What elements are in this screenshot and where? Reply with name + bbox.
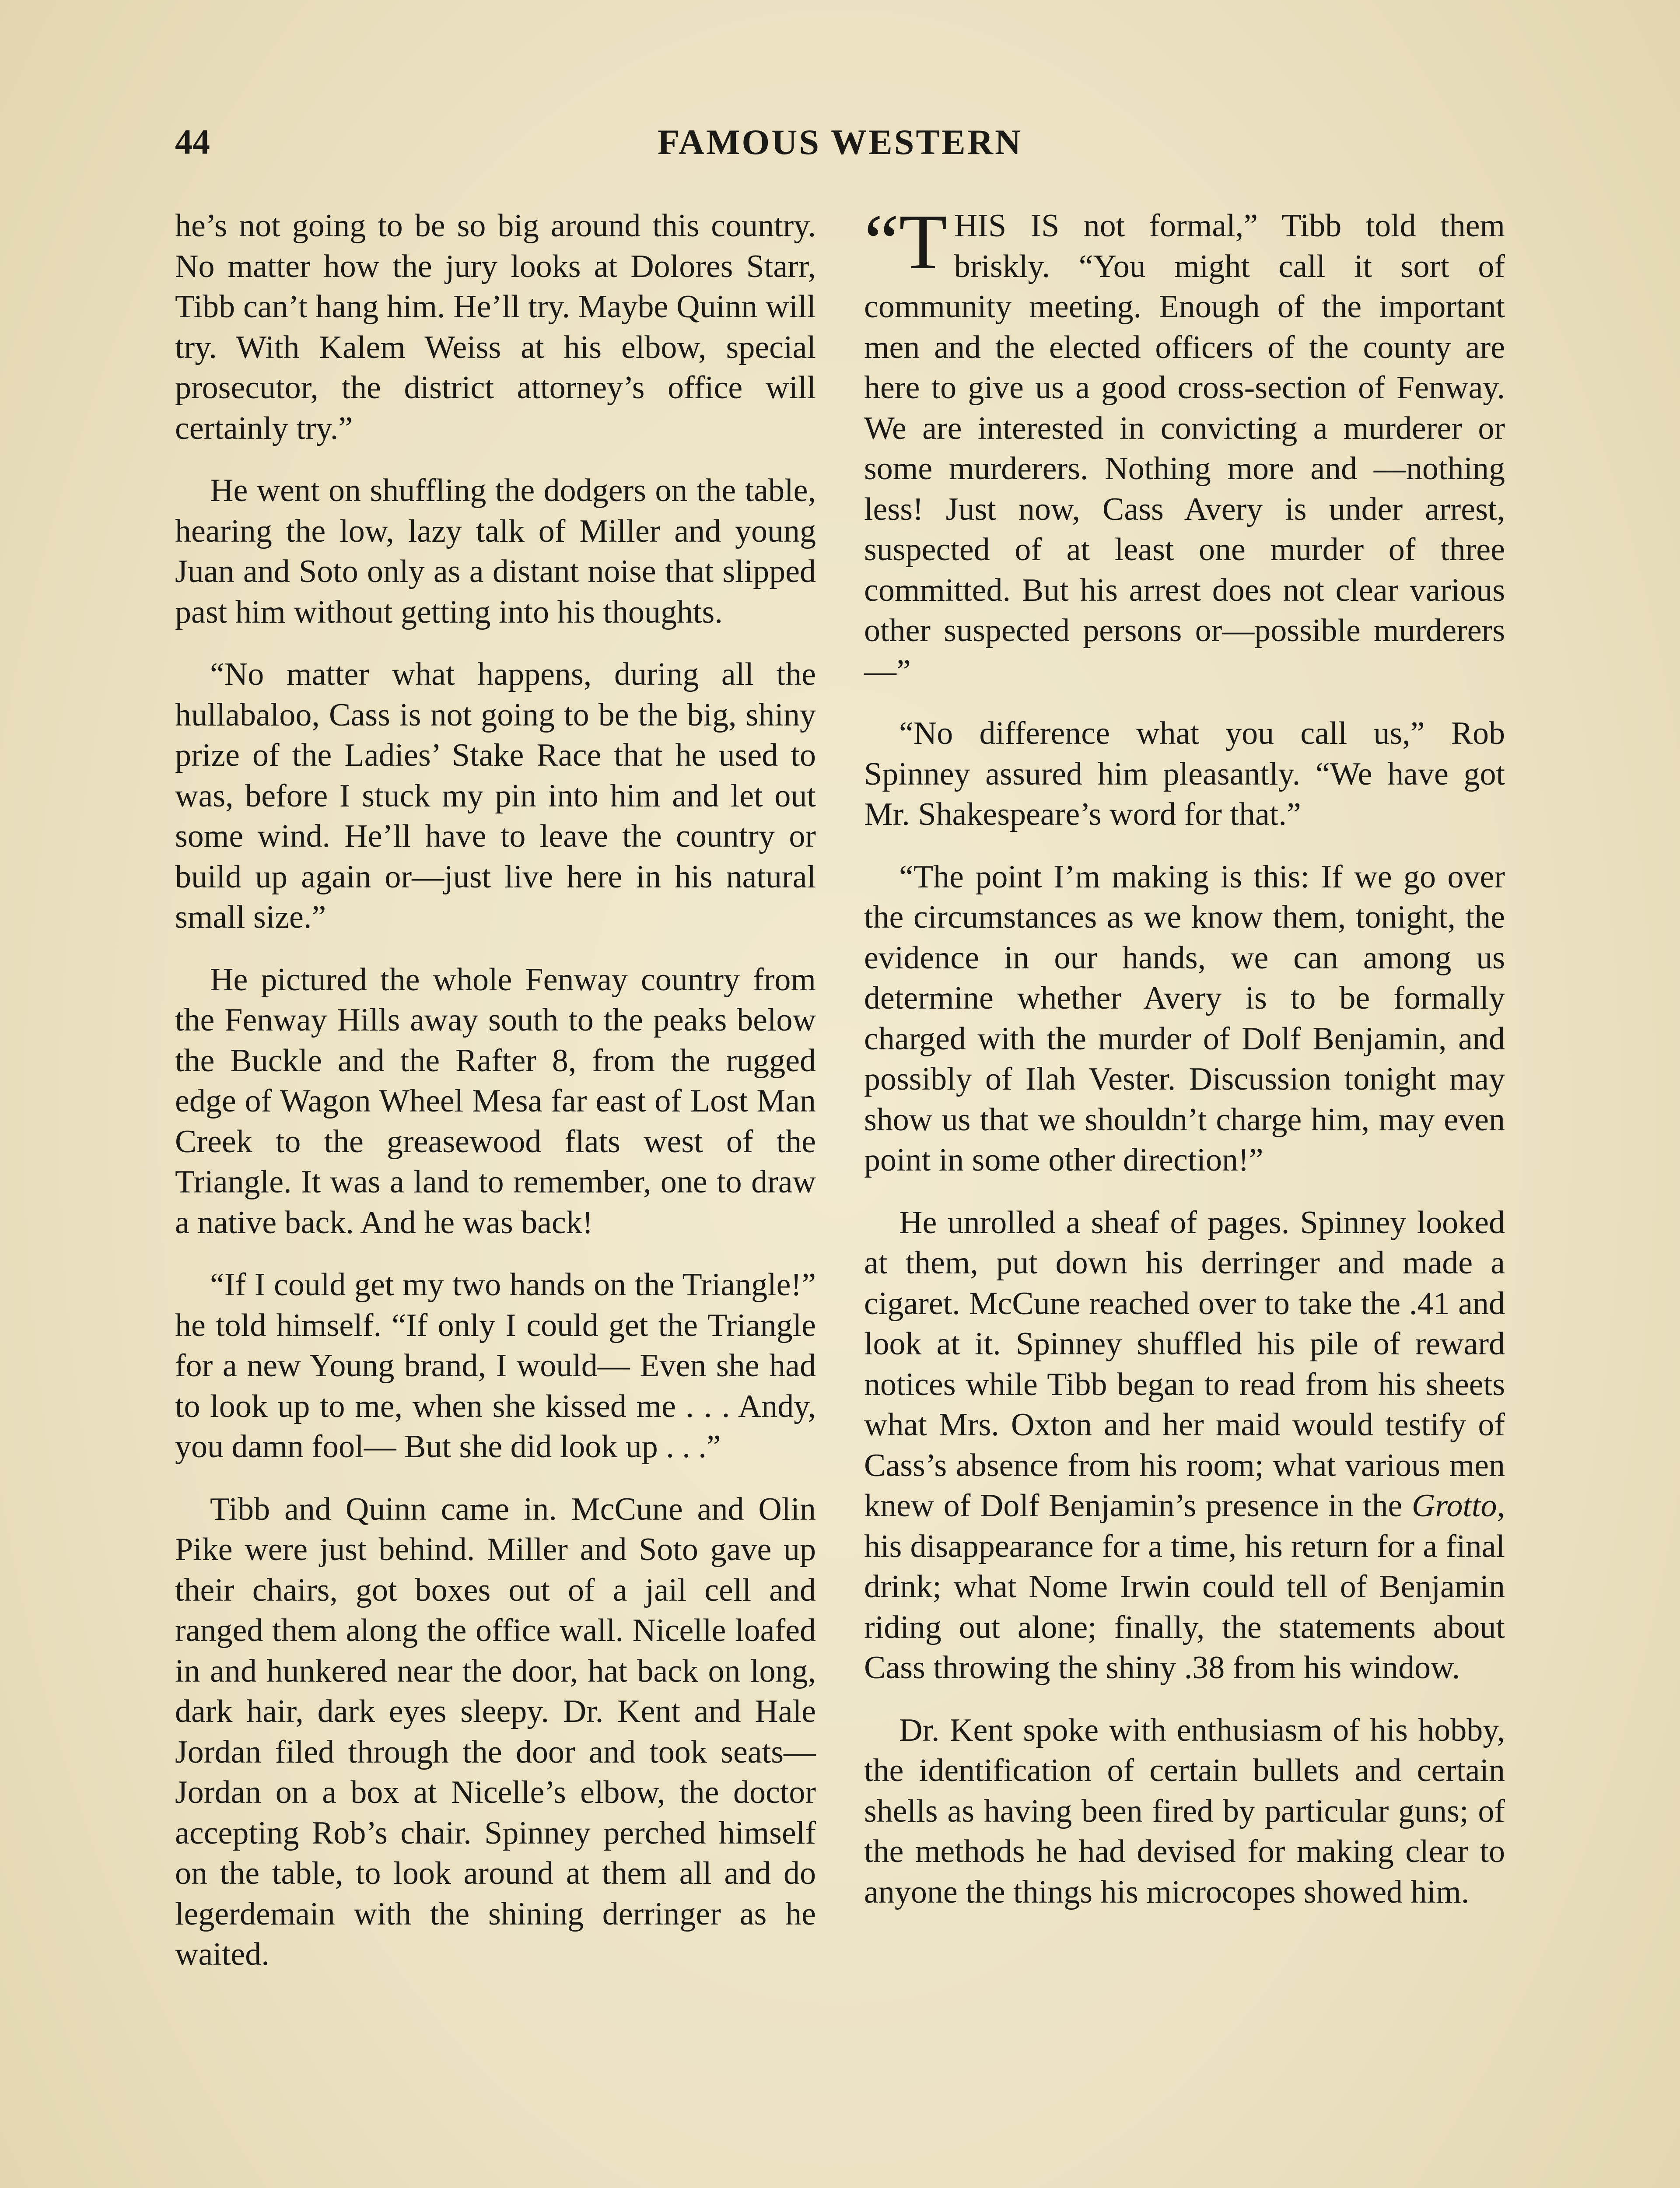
- paragraph: Tibb and Quinn came in. McCune and Olin Pike were just behind. Miller and Soto gave up their chairs, got boxes out of a jail cell and ranged them along the office wall. Nicelle loafed in and hunkered near the door, hat back on long, dark hair, dark eyes sleepy. Dr. Kent and Hale Jordan filed through the door and took seats—Jordan on a box at Nicelle’s elbow, the doctor accepting Rob’s chair. Spinney perched himself on the table, to look around at them all and do legerdemain with the shining derringer as he waited.: [175, 1491, 816, 1972]
- paragraph-text: HIS IS not formal,” Tibb told them briskly. “You might call it sort of community meeting. Enough of the important men and the elected officers of the county are here to give us a good cross-section of Fenway. We are interested in convicting a murderer or some murderers. Nothing more and —nothing less! Just now, Cass Avery is under arrest, suspected of at least one murder of three committed. But his arrest does not clear various other suspected persons or—possible murderers—”: [864, 208, 1505, 689]
- paragraph: “If I could get my two hands on the Triangle!” he told himself. “If only I could get the Triangle for a new Young brand, I would— Even she had to look up to me, when she kissed me . . . Andy, you damn fool— But she did look up . . .”: [175, 1267, 816, 1465]
- paragraph-dropcap: [864, 198, 1505, 691]
- paragraph-text: his disappearance for a time, his return for a final drink; what Nome Irwin could tell of Benjamin riding out alone; finally, the statements about Cass throwing the shiny .38 from his window.: [864, 1528, 1505, 1686]
- page-header: [175, 118, 1505, 166]
- drop-cap-letter: T: [899, 198, 947, 285]
- right-column: [864, 198, 1505, 1934]
- drop-cap: [864, 198, 947, 285]
- drop-cap-quote: “: [864, 198, 899, 285]
- paragraph: Dr. Kent spoke with enthusiasm of his hobby, the identification of certain bullets and certain shells as having been fired by particular guns; of the methods he had devised for making clear to anyone the things his microcopes showed him.: [864, 1712, 1505, 1910]
- paragraph: He went on shuffling the dodgers on the table, hearing the low, lazy talk of Miller and young Juan and Soto only as a distant noise that slipped past him without getting into his thoughts.: [175, 473, 816, 630]
- paragraph: [864, 1203, 1505, 1688]
- paragraph: He pictured the whole Fenway country from the Fenway Hills away south to the peaks below the Buckle and the Rafter 8, from the rugged edge of Wagon Wheel Mesa far east of Lost Man Creek to the greasewood flats west of the Triangle. It was a land to remember, one to draw a native back. And he was back!: [175, 961, 816, 1241]
- left-column: [175, 206, 816, 1997]
- running-title: FAMOUS WESTERN: [657, 122, 1023, 162]
- italic-place-name: Grotto,: [1411, 1488, 1505, 1524]
- paragraph-text: He unrolled a sheaf of pages. Spinney looked at them, put down his derringer and made a cigaret. McCune reached over to take the .41 and look at it. Spinney shuffled his pile of reward notices while Tibb began to read from his sheets what Mrs. Oxton and her maid would testify of Cass’s absence from his room; what various men knew of Dolf Benjamin’s presence in the: [864, 1204, 1505, 1524]
- paragraph: “The point I’m making is this: If we go over the circumstances as we know them, tonight, the evidence in our hands, we can among us determine whether Avery is to be formally charged with the murder of Dolf Benjamin, and possibly of Ilah Vester. Discussion tonight may show us that we shouldn’t charge him, may even point in some other direction!”: [864, 859, 1505, 1178]
- page-number: 44: [175, 123, 210, 161]
- paragraph: he’s not going to be so big around this country. No matter how the jury looks at Dolores Starr, Tibb can’t hang him. He’ll try. Maybe Quinn will try. With Kalem Weiss at his elbow, special prosecutor, the district attorney’s office will certainly try.”: [175, 208, 816, 446]
- paragraph: “No matter what happens, during all the hullabaloo, Cass is not going to be the big, shiny prize of the Ladies’ Stake Race that he used to was, before I stuck my pin into him and let out some wind. He’ll have to leave the country or build up again or—just live here in his natural small size.”: [175, 656, 816, 935]
- paragraph: “No difference what you call us,” Rob Spinney assured him pleasantly. “We have got Mr. Shakespeare’s word for that.”: [864, 715, 1505, 832]
